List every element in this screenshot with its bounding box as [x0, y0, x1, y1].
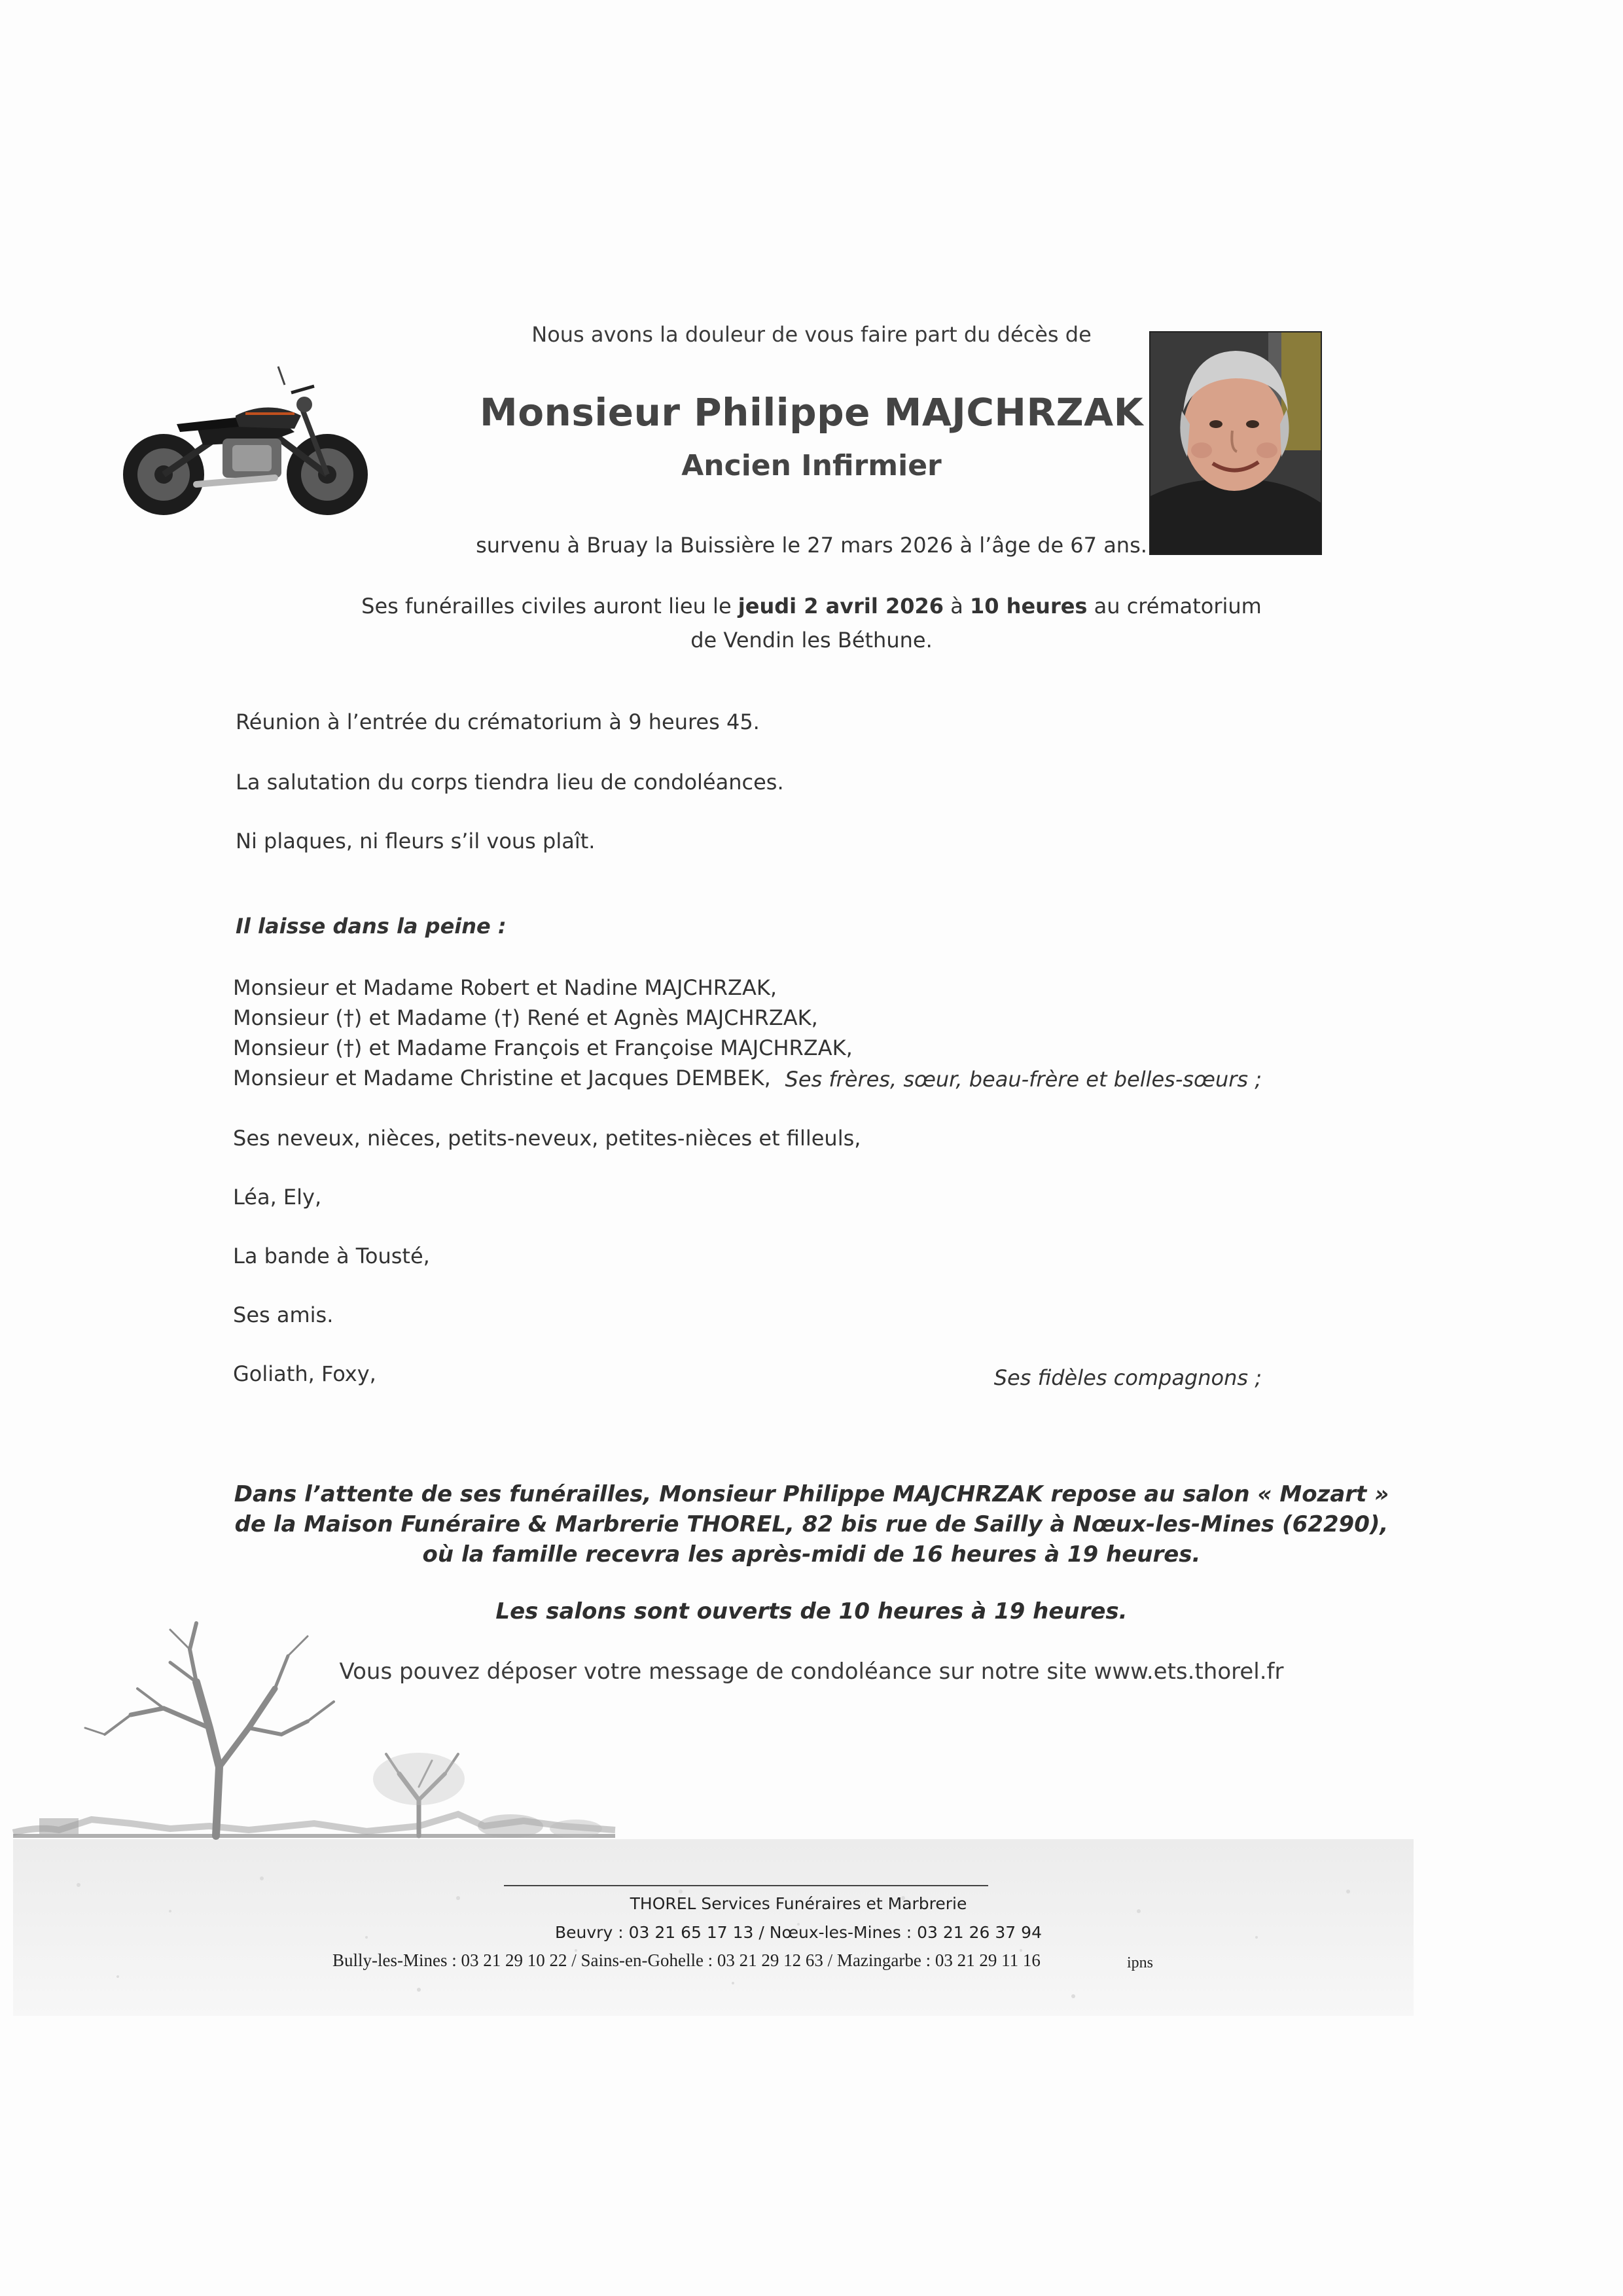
relatives-line: Ses neveux, nièces, petits-neveux, petites-nièces et filleuls,: [233, 1126, 861, 1151]
relatives-line: Ses amis.: [233, 1302, 334, 1327]
siblings-relation: Ses frères, sœur, beau-frère et belles-sœurs ;: [785, 1067, 1262, 1092]
salon-line: où la famille recevra les après-midi de 16 heures à 19 heures.: [422, 1541, 1201, 1568]
salon-line: Dans l’attente de ses funérailles, Monsieur Philippe MAJCHRZAK repose au salon « Mozart »: [234, 1481, 1389, 1507]
footer-suffix: ipns: [1127, 1954, 1154, 1971]
relatives-line: La bande à Tousté,: [233, 1244, 430, 1268]
pets-line: Goliath, Foxy,: [233, 1361, 376, 1386]
funeral-suffix: au crématorium: [1087, 594, 1262, 619]
deceased-profession: Ancien Infirmier: [681, 449, 942, 482]
note-meeting: Réunion à l’entrée du crématorium à 9 heures 45.: [236, 709, 760, 734]
salon-open-hours: Les salons sont ouverts de 10 heures à 19 heures.: [495, 1598, 1128, 1624]
portrait-photo: [1149, 331, 1322, 555]
note-flowers: Ni plaques, ni fleurs s’il vous plaît.: [236, 829, 596, 853]
sibling-line: Monsieur (†) et Madame François et Françoise MAJCHRZAK,: [233, 1035, 853, 1060]
footer-phones-2: Bully-les-Mines : 03 21 29 10 22 / Sains-en-Gohelle : 03 21 29 12 63 / Mazingarbe : 03 21 29 11 16: [332, 1950, 1041, 1970]
siblings-list: [233, 973, 853, 1093]
deceased-name: Monsieur Philippe MAJCHRZAK: [479, 390, 1144, 435]
footer-phones-1: Beuvry : 03 21 65 17 13 / Nœux-les-Mines : 03 21 26 37 94: [555, 1923, 1042, 1942]
intro-text: Nous avons la douleur de vous faire part du décès de: [531, 322, 1092, 347]
salon-info: [0, 1479, 1623, 1570]
sibling-line: Monsieur et Madame Robert et Nadine MAJCHRZAK,: [233, 975, 777, 1000]
motorcycle-illustration: [105, 353, 380, 524]
funeral-date: jeudi 2 avril 2026: [738, 594, 944, 619]
family-heading: Il laisse dans la peine :: [236, 914, 507, 939]
note-condolences: La salutation du corps tiendra lieu de condoléances.: [236, 770, 784, 795]
pets-relation: Ses fidèles compagnons ;: [993, 1365, 1262, 1390]
funeral-prefix: Ses funérailles civiles auront lieu le: [361, 594, 738, 619]
death-notice: survenu à Bruay la Buissière le 27 mars 2026 à l’âge de 67 ans.: [476, 533, 1147, 558]
funeral-info: [0, 589, 1623, 657]
relatives-line: Léa, Ely,: [233, 1185, 322, 1210]
sibling-line: Monsieur et Madame Christine et Jacques DEMBEK,: [233, 1066, 771, 1090]
web-message: Vous pouvez déposer votre message de condoléance sur notre site www.ets.thorel.fr: [339, 1659, 1284, 1685]
sibling-line: Monsieur (†) et Madame (†) René et Agnès MAJCHRZAK,: [233, 1005, 818, 1030]
funeral-time: 10 heures: [970, 594, 1088, 619]
salon-line: de la Maison Funéraire & Marbrerie THOREL, 82 bis rue de Sailly à Nœux-les-Mines (62290),: [234, 1511, 1389, 1537]
funeral-line-1: [0, 589, 1623, 623]
footer-rule: [504, 1885, 988, 1886]
funeral-line-2: de Vendin les Béthune.: [690, 628, 933, 653]
funeral-mid: à: [944, 594, 970, 619]
footer-company: THOREL Services Funéraires et Marbrerie: [630, 1894, 967, 1913]
